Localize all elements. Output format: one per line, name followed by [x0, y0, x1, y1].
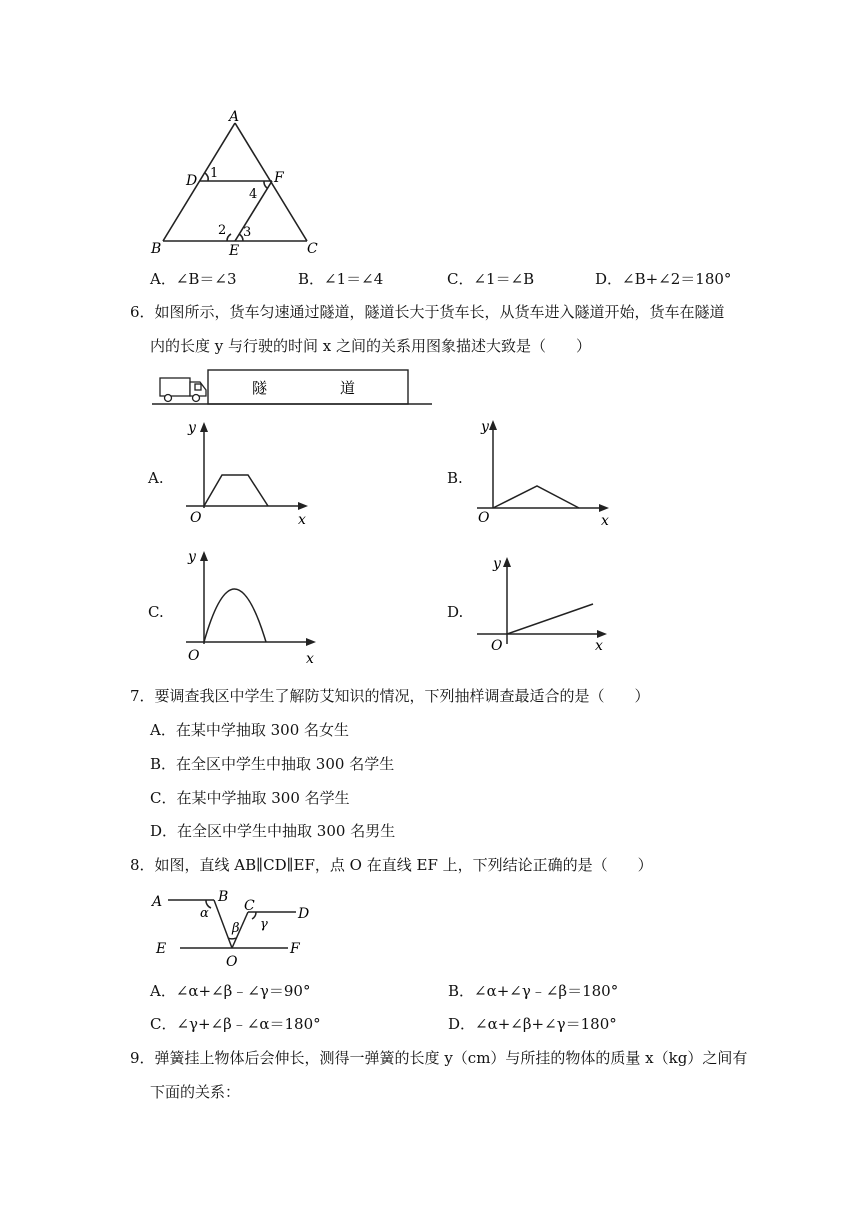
q5-label-f: F	[274, 170, 284, 186]
q5-angle-1: 1	[210, 166, 219, 181]
graph-c-x-label: x	[306, 651, 314, 667]
q5-angle-3: 3	[243, 225, 252, 240]
graph-b-x-label: x	[601, 513, 609, 529]
q8-label-c: C	[244, 898, 255, 914]
q6-graph-b	[475, 416, 615, 530]
q9-stem-line2: 下面的关系：	[150, 1083, 241, 1101]
q6-option-a-label: A.	[148, 469, 164, 487]
q6-stem-line1: 6．如图所示，货车匀速通过隧道，隧道长大于货车长，从货车进入隧道开始，货车在隧道	[130, 303, 725, 321]
q7-stem: 7．要调查我区中学生了解防艾知识的情况，下列抽样调查最适合的是（ ）	[130, 687, 650, 705]
q5-triangle-figure	[145, 108, 325, 258]
q5-label-b: B	[151, 241, 162, 257]
q6-graph-c	[178, 546, 323, 668]
graph-a-x-label: x	[298, 512, 306, 528]
q8-parallel-lines-figure	[148, 886, 318, 968]
q8-option-a: A．∠α+∠β﹣∠γ＝90°	[150, 982, 311, 1000]
q8-label-e: E	[156, 941, 167, 957]
q8-label-f: F	[290, 941, 300, 957]
q5-option-c: C．∠1＝∠B	[447, 270, 535, 288]
q5-option-b: B．∠1＝∠4	[298, 270, 384, 288]
q6-option-b-label: B.	[447, 469, 463, 487]
q8-option-c: C．∠γ+∠β﹣∠α＝180°	[150, 1015, 321, 1033]
q7-option-c: C．在某中学抽取 300 名学生	[150, 789, 350, 807]
q5-label-c: C	[307, 241, 318, 257]
q8-option-b: B．∠α+∠γ﹣∠β＝180°	[448, 982, 619, 1000]
q7-option-a: A．在某中学抽取 300 名女生	[150, 721, 350, 739]
graph-c-y-label: y	[188, 549, 196, 565]
q5-option-a: A．∠B＝∠3	[150, 270, 237, 288]
tunnel-char-1: 隧	[252, 379, 268, 397]
q8-option-d: D．∠α+∠β+∠γ＝180°	[448, 1015, 617, 1033]
q6-option-c-label: C.	[148, 603, 164, 621]
q7-option-d: D．在全区中学生中抽取 300 名男生	[150, 822, 396, 840]
q5-label-d: D	[186, 173, 198, 189]
q5-angle-2: 2	[218, 223, 227, 238]
q8-label-gamma: γ	[260, 917, 268, 932]
graph-a-origin: O	[190, 510, 202, 526]
graph-c-origin: O	[188, 648, 200, 664]
q6-graph-a	[178, 418, 318, 530]
q8-label-beta: β	[232, 921, 240, 936]
q8-label-a: A	[152, 894, 163, 910]
graph-d-x-label: x	[595, 638, 603, 654]
q8-label-alpha: α	[200, 906, 209, 921]
tunnel-char-2: 道	[340, 379, 356, 397]
q8-stem: 8．如图，直线 AB∥CD∥EF，点 O 在直线 EF 上，下列结论正确的是（ ）	[130, 856, 653, 874]
q6-option-d-label: D.	[447, 603, 464, 621]
q6-graph-d	[475, 552, 615, 660]
graph-d-origin: O	[491, 638, 503, 654]
q5-angle-4: 4	[249, 187, 258, 202]
q5-label-e: E	[229, 243, 240, 258]
q8-label-d: D	[298, 906, 310, 922]
truck-icon	[160, 378, 206, 402]
graph-b-origin: O	[478, 510, 490, 526]
graph-d-y-label: y	[493, 556, 501, 572]
q9-stem-line1: 9．弹簧挂上物体后会伸长，测得一弹簧的长度 y（cm）与所挂的物体的质量 x（kg）之间有	[130, 1049, 748, 1067]
q6-stem-line2: 内的长度 y 与行驶的时间 x 之间的关系用图象描述大致是（ ）	[150, 337, 592, 355]
q8-label-b: B	[218, 889, 229, 905]
q5-label-a: A	[229, 109, 240, 125]
q8-label-o: O	[226, 954, 238, 968]
q5-option-d: D．∠B+∠2＝180°	[595, 270, 732, 288]
q6-truck-tunnel-figure	[150, 366, 435, 408]
graph-a-y-label: y	[188, 420, 196, 436]
graph-b-y-label: y	[481, 419, 489, 435]
q7-option-b: B．在全区中学生中抽取 300 名学生	[150, 755, 395, 773]
